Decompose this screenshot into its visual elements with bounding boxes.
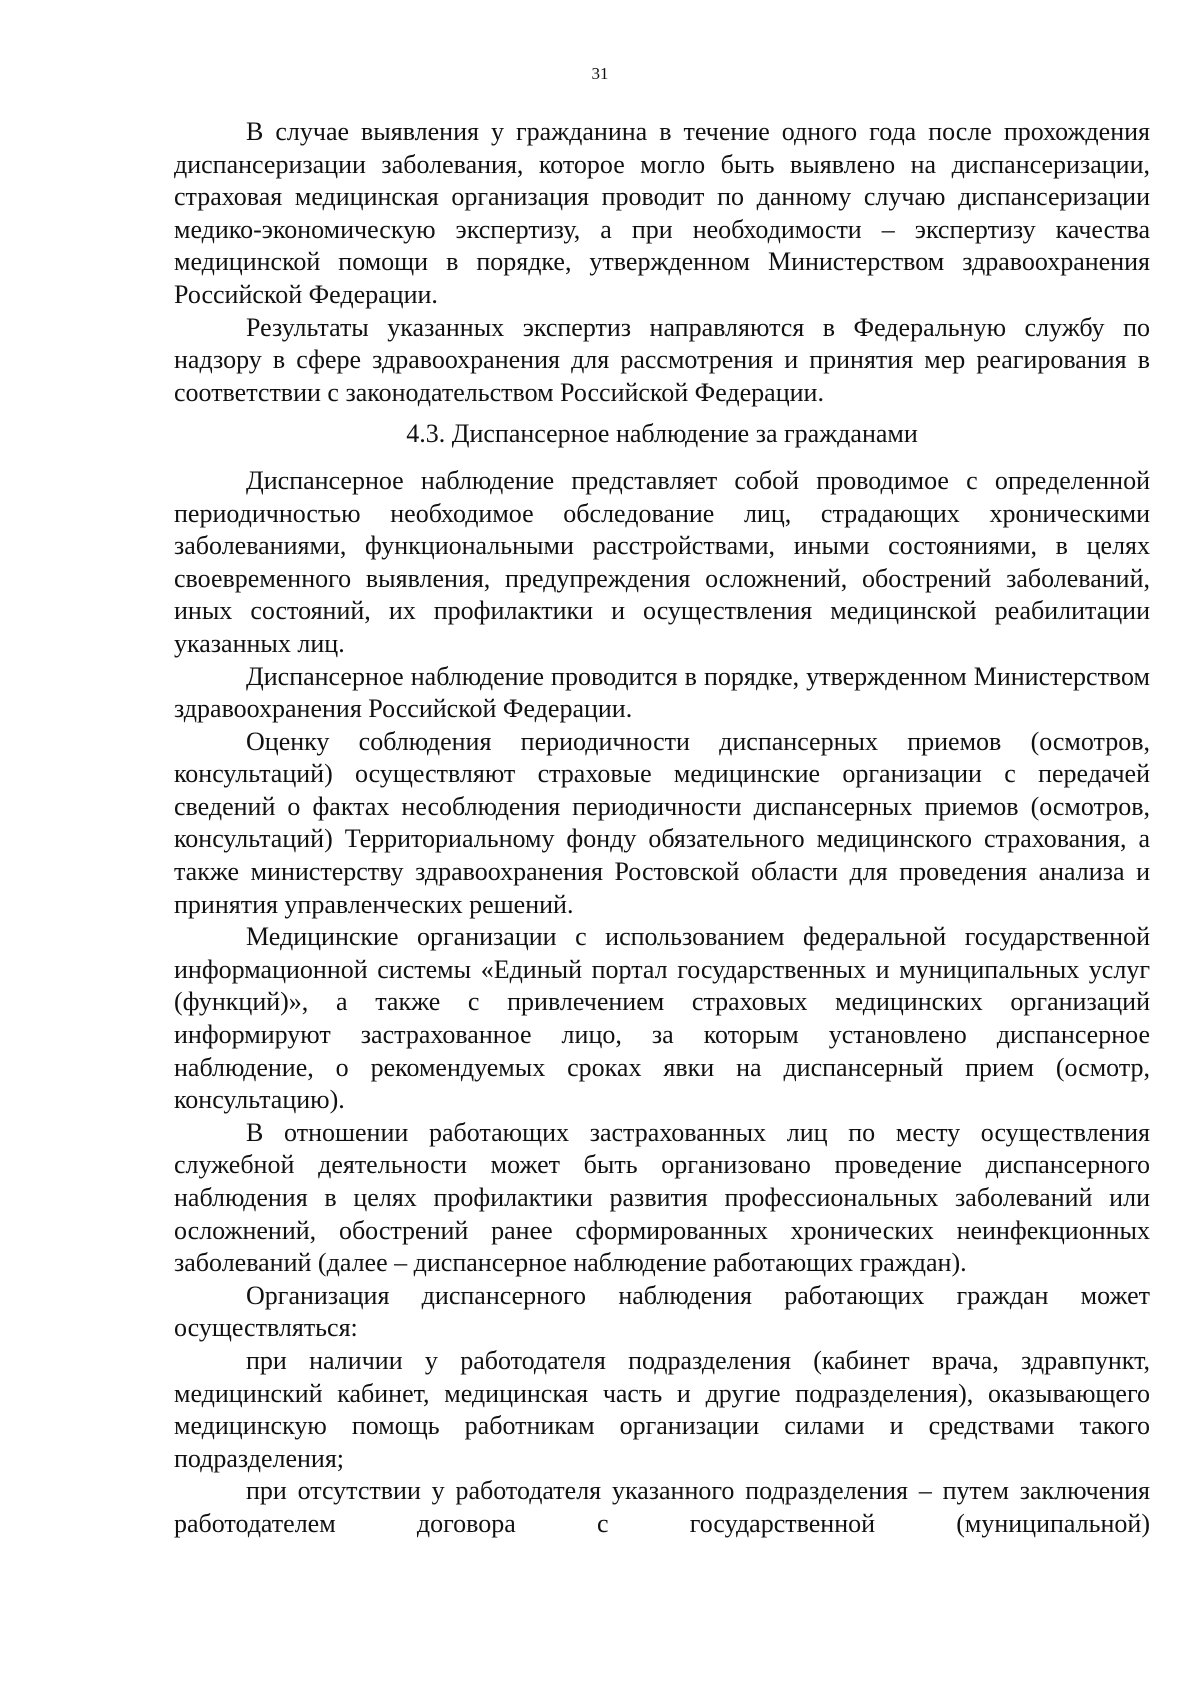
paragraph: В случае выявления у гражданина в течение одного года после прохождения диспансеризации заболевания, которое могло быть выявлено на диспансеризации, страховая медицинская организация проводит по данному случаю диспансеризации медико-экономическую экспертизу, а при необходимости – экспертизу качества медицинской помощи в порядке, утвержденном Министерством здравоохранения Российской Федерации. (174, 117, 1150, 309)
paragraph-continued: при отсутствии у работодателя указанного подразделения – путем заключения работодателем договора с государственной (муниципальной) (174, 1476, 1150, 1538)
paragraph: Диспансерное наблюдение проводится в порядке, утвержденном Министерством здравоохранения Российской Федерации. (174, 661, 1150, 724)
paragraph: Результаты указанных экспертиз направляются в Федеральную службу по надзору в сфере здравоохранения для рассмотрения и принятия мер реагирования в соответствии с законодательством Российской Федерации. (174, 312, 1150, 407)
section-heading: 4.3. Диспансерное наблюдение за гражданами (406, 419, 918, 449)
paragraph: В отношении работающих застрахованных лиц по месту осуществления служебной деятельности может быть организовано проведение диспансерного наблюдения в целях профилактики развития профессиональных заболеваний или осложнений, обострений ранее сформированных хронических неинфекционных заболеваний (далее – диспансерное наблюдение работающих граждан). (174, 1117, 1150, 1278)
paragraph: Медицинские организации с использованием федеральной государственной информационной системы «Единый портал государственных и муниципальных услуг (функций)», а также с привлечением страховых медицинских организаций информируют застрахованное лицо, за которым установлено диспансерное наблюдение, о рекомендуемых сроках явки на диспансерный прием (осмотр, консультацию). (174, 922, 1150, 1115)
paragraph: Организация диспансерного наблюдения работающих граждан может осуществляться: (174, 1280, 1150, 1343)
paragraph: Оценку соблюдения периодичности диспансерных приемов (осмотров, консультаций) осуществляют страховые медицинские организации с передачей сведений о фактах несоблюдения периодичности диспансерных приемов (осмотров, консультаций) Территориальному фонду обязательного медицинского страхования, а также министерству здравоохранения Ростовской области для проведения анализа и принятия управленческих решений. (174, 726, 1150, 919)
paragraph: при наличии у работодателя подразделения (кабинет врача, здравпункт, медицинский кабинет, медицинская часть и другие подразделения), оказывающего медицинскую помощь работникам организации силами и средствами такого подразделения; (174, 1345, 1150, 1473)
document-body (174, 116, 1150, 1541)
paragraph: Диспансерное наблюдение представляет собой проводимое с определенной периодичностью необходимое обследование лиц, страдающих хроническими заболеваниями, функциональными расстройствами, иными состояниями, в целях своевременного выявления, предупреждения осложнений, обострений заболеваний, иных состояний, их профилактики и осуществления медицинской реабилитации указанных лиц. (174, 465, 1150, 658)
page-number: 31 (591, 64, 609, 83)
